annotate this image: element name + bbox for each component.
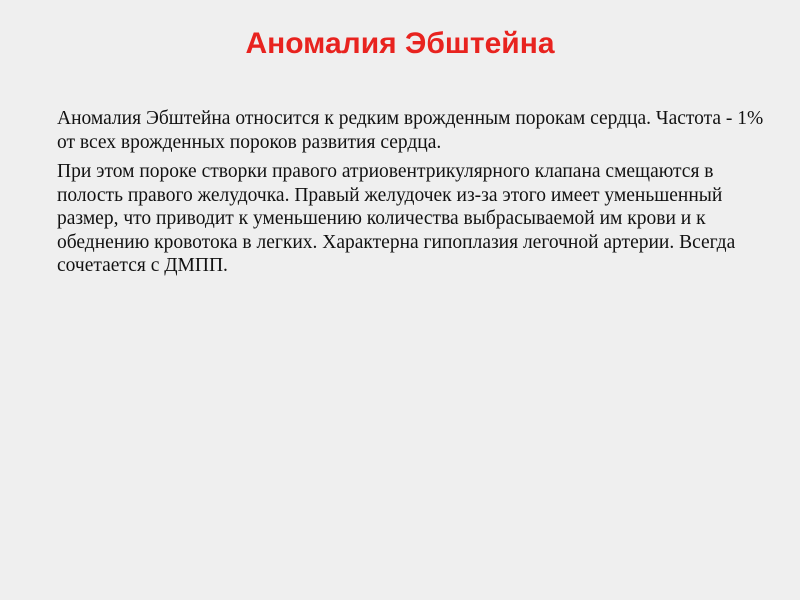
paragraph-intro: Аномалия Эбштейна относится к редким врожденным порокам сердца. Частота - 1% от всех врожденных пороков развития сердца. (57, 108, 764, 153)
slide-title: Аномалия Эбштейна (245, 27, 555, 60)
paragraph-description: При этом пороке створки правого атриовентрикулярного клапана смещаются в полость правого желудочка. Правый желудочек из-за этого имеет уменьшенный размер, что приводит к уменьшению количества выбрасываемой им крови и к обеднению кровотока в легких. Характерна гипоплазия легочной артерии. Всегда сочетается с ДМПП. (57, 161, 736, 276)
slide-body (57, 107, 777, 284)
